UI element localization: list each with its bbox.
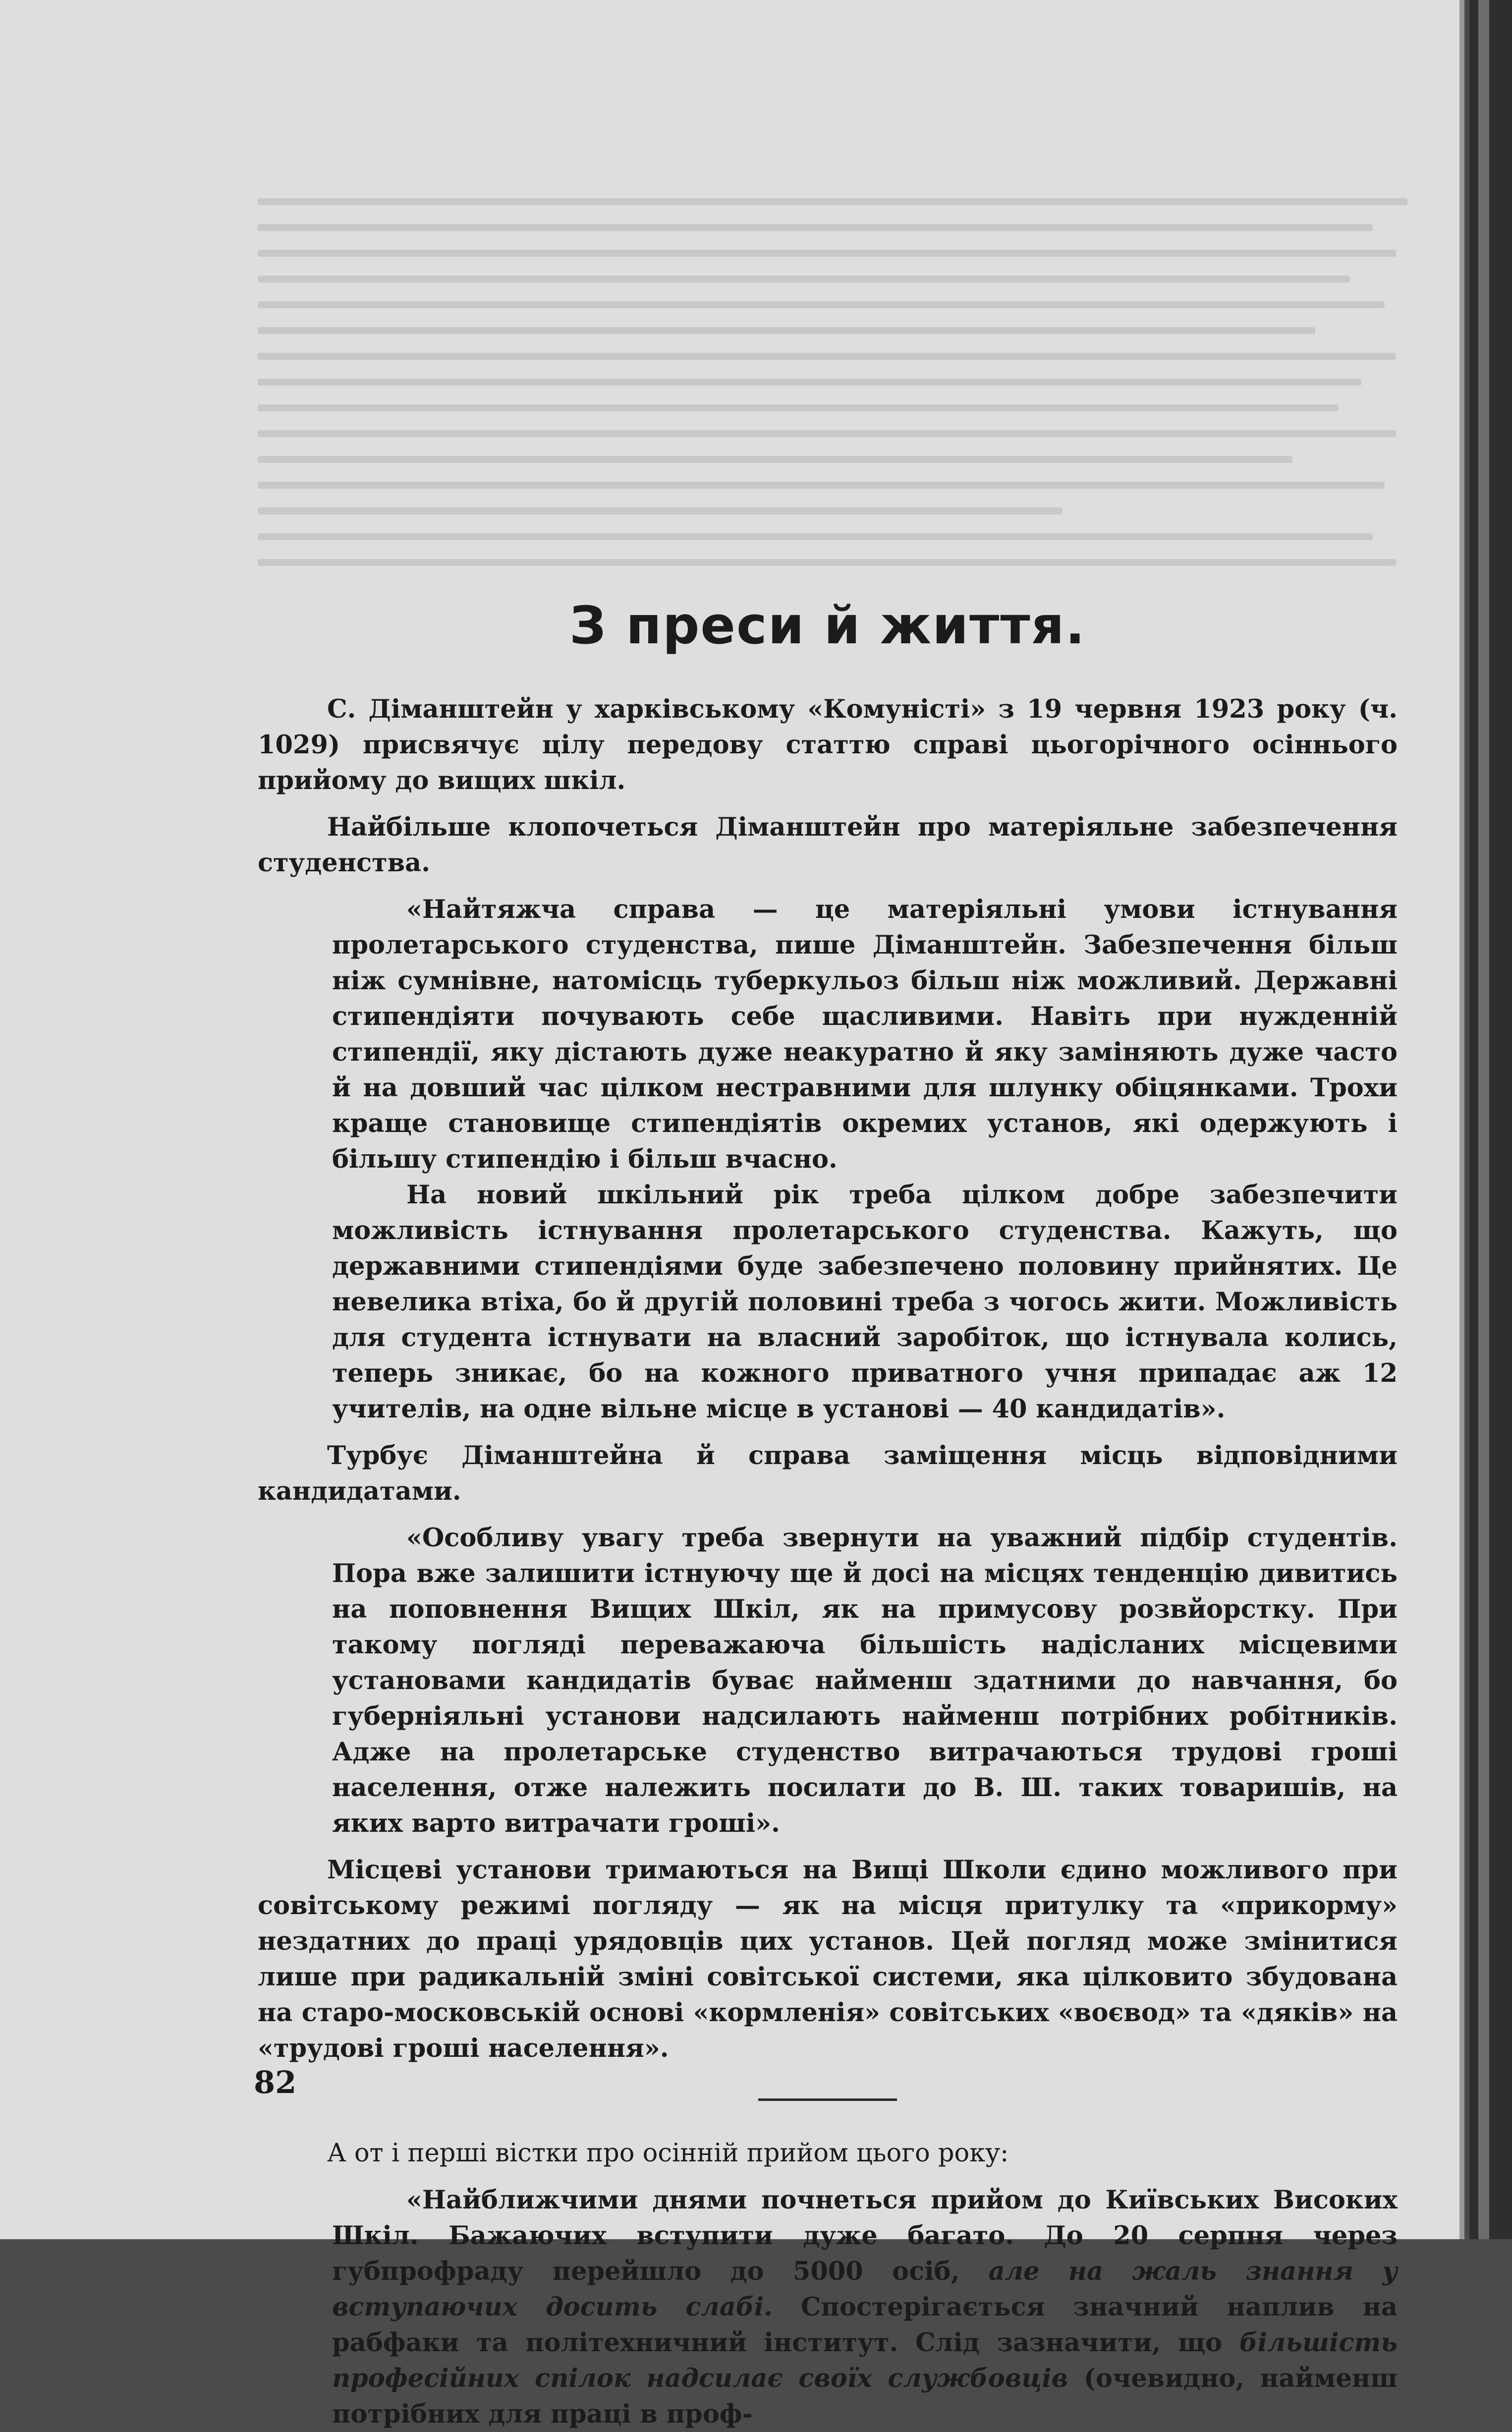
quote-student-selection: «Особливу увагу треба звернути на уважний підбір студентів. Пора вже залишити істнуючу ще й досі на місцях тенденцію дивитись на поповнення Вищих Шкіл, як на примусову розвйорстку. При такому погляді переважаюча більшість надісланих місцевими установами кандидатів буває найменш здатними до навчання, бо губерніяльні установи надсилають найменш потрібних робітників. Адже на пролетарське студенство витрачаються трудові гроші населення, отже належить посилати до В. Ш. таких товаришів, на яких варто витрачати гроші». (332, 1523, 1398, 1838)
page-number: 82 (254, 2064, 297, 2100)
quote-text-part1: «Найближчими днями почнеться прийом до Київських Високих Шкіл. Бажаючих вступити дуже багато. До 20 серпня через губпрофраду перейшло до 5000 осіб, (332, 2185, 1398, 2286)
scan-right-edge (1469, 0, 1512, 2239)
paragraph-material-support: Найбільше клопочеться Діманштейн про матеріяльне забезпечення студенства. (258, 812, 1398, 878)
section-divider (758, 2098, 897, 2101)
quote-emphasis-knowledge: але на жаль знання у вступаючих досить слабі. (332, 2256, 1398, 2322)
quote-kyiv-admission (332, 2182, 1398, 2432)
page-content (258, 595, 1398, 2432)
quote-text-part2: Спостерігається значний наплив на рабфаки та політехничний інститут. Слід зазначити, що (332, 2292, 1398, 2358)
page-title: З преси й життя. (569, 595, 1086, 656)
bleed-through-text (258, 198, 1407, 575)
paragraph-local-institutions: Місцеві установи тримаються на Вищі Школи єдино можливого при совітському режимі погляду — як на місця притулку та «прикорму» нездатних до праці урядовців цих установ. Цей погляд може змінитися лише при радикальній зміні совітської системи, яка цілковито збудована на старо-московській основі «кормленія» совітських «воєвод» та «дяків» на «трудові гроші населення». (258, 1855, 1398, 2063)
paragraph-intro: С. Діманштейн у харківському «Комуністі» з 19 червня 1923 року (ч. 1029) присвячує цілу передову статтю справі цьогорічного осіннього прийому до вищих шкіл. (258, 694, 1398, 795)
paragraph-candidates: Турбує Діманштейна й справа заміщення місць відповідними кандидатами. (258, 1440, 1398, 1506)
quote-new-school-year: На новий шкільний рік треба цілком добре забезпечити можливість істнування пролетарського студенства. Кажуть, що державними стипендіями буде забезпечено половину прийнятих. Це невелика втіха, бо й другій половині треба з чогось жити. Можливість для студента істнувати на власний заробіток, що істнувала колись, теперь зникає, бо на кожного приватного учня припадає аж 12 учителів, на одне вільне місце в установі — 40 кандидатів». (332, 1180, 1398, 1424)
quote-text-part3: (очевидно, найменш потрібних для праці в проф- (332, 2363, 1398, 2429)
paragraph-first-news: А от і перші вістки про осінній прийом цього року: (327, 2138, 1009, 2168)
binding-strip (1478, 0, 1489, 2239)
quote-hardest-matter: «Найтяжча справа — це матеріяльні умови істнування пролетарського студенства, пише Діманштейн. Забезпечення більш ніж сумнівне, натомісць туберкульоз більш ніж можливий. Державні стипендіяти почувають себе щасливими. Навіть при нужденній стипендії, яку дістають дуже неакуратно й яку заміняють дуже часто й на довший час цілком нестравними для шлунку обіцянками. Трохи краще становище стипендіятів окремих установ, які одержують і більшу стипендію і більш вчасно. (332, 894, 1398, 1174)
quote-emphasis-unions: більшість професійних спілок надсилає своїх службовців (332, 2327, 1398, 2393)
